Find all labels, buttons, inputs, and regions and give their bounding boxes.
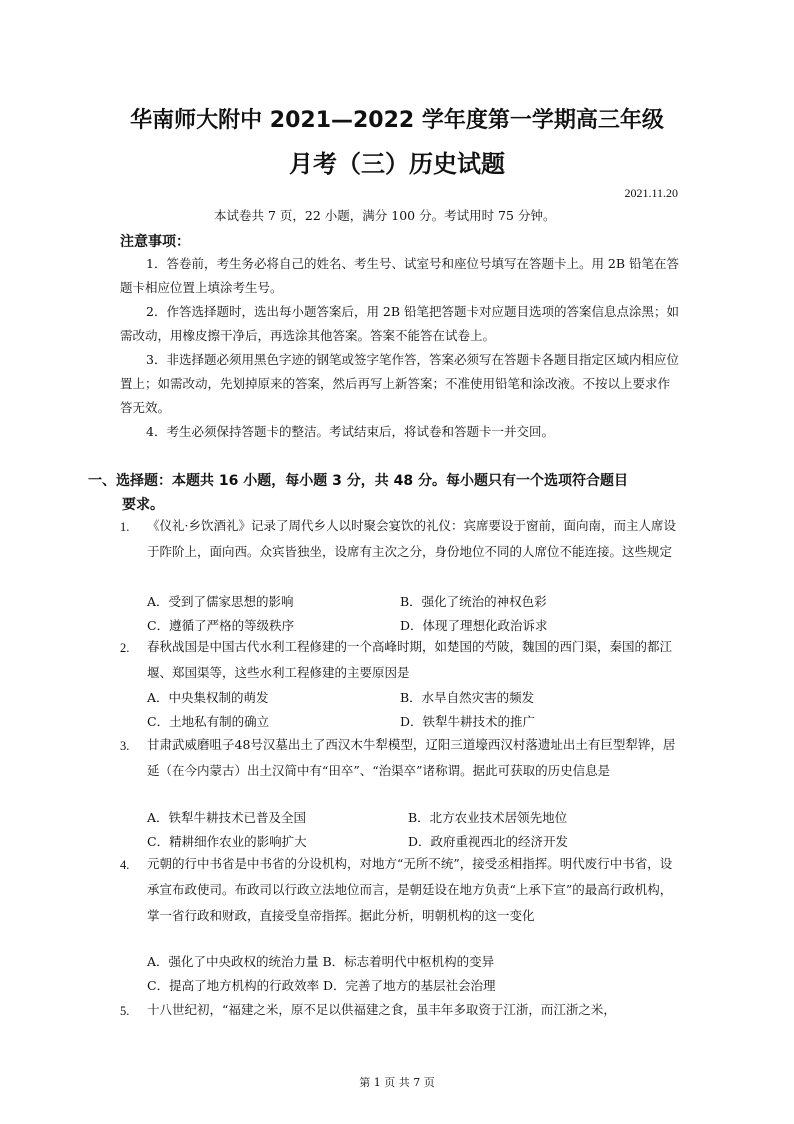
question-text: 十八世纪初，“福建之米，原不足以供福建之食，虽丰年多取资于江浙，而江浙之米， — [147, 1002, 616, 1017]
exam-title-line2: 月考（三）历史试题 — [289, 150, 505, 178]
note-item: 1．答卷前，考生务必将自己的姓名、考生号、试室号和座位号填写在答题卡上。用 2B 铅笔在答题卡相应位置上填涂考生号。 — [120, 256, 680, 295]
option-d: D．铁犁牛耕技术的推广 — [400, 714, 536, 729]
option-c: C．遵循了严格的等级秩序 — [147, 618, 295, 633]
question-number: 4. — [120, 858, 130, 872]
option-a: A．受到了儒家思想的影响 — [147, 594, 294, 609]
question-number: 2. — [120, 641, 130, 655]
note-item: 3．非选择题必须用黑色字迹的钢笔或签字笔作答，答案必须写在答题卡各题目指定区域内相应位置上；如需改动，先划掉原来的答案，然后再写上新答案；不准使用铅笔和涂改液。不按以上要求作答无效。 — [120, 352, 679, 415]
section-heading: 一、选择题：本题共 16 小题，每小题 3 分，共 48 分。每小题只有一个选项符合题目 — [88, 473, 628, 489]
exam-title-line1: 华南师大附中 2021—2022 学年度第一学期高三年级 — [130, 108, 664, 133]
option-cd: C．提高了地方机构的行政效率 D．完善了地方的基层社会治理 — [147, 978, 496, 993]
option-a: A．铁犁牛耕技术已普及全国 — [147, 810, 307, 825]
option-b: B．北方农业技术居领先地位 — [408, 810, 568, 825]
note-item: 4．考生必须保持答题卡的整洁。考试结束后，将试卷和答题卡一并交回。 — [146, 424, 554, 439]
option-a: A．中央集权制的萌发 — [147, 690, 269, 705]
option-c: C．土地私有制的确立 — [147, 714, 270, 729]
note-item: 2．作答选择题时，选出每小题答案后，用 2B 铅笔把答题卡对应题目选项的答案信息点涂黑；如需改动，用橡皮擦干净后，再选涂其他答案。答案不能答在试卷上。 — [120, 304, 680, 343]
question-text: 《仪礼·乡饮酒礼》记录了周代乡人以时聚会宴饮的礼仪：宾席要设于窗前，面向南，而主人席设于阼阶上，面向西。众宾皆独坐，设席有主次之分，身份地位不同的人席位不能连接。这些规定 — [147, 518, 676, 559]
exam-intro: 本试卷共 7 页，22 小题，满分 100 分。考试用时 75 分钟。 — [214, 208, 556, 223]
option-d: D．体现了理想化政治诉求 — [400, 618, 548, 633]
page-footer: 第 1 页 共 7 页 — [359, 1076, 435, 1089]
question-number: 5. — [120, 1004, 130, 1018]
section-heading-cont: 要求。 — [122, 497, 164, 513]
question-text: 元朝的行中书省是中书省的分设机构，对地方“无所不统”，接受丞相指挥。明代废行中书省，设承宣布政使司。布政司以行政立法地位而言，是朝廷设在地方负责“上承下宣”的最高行政机构，掌一省行政和财政，直接受皇帝指挥。据此分析，明朝机构的这一变化 — [147, 856, 673, 923]
option-c: C．精耕细作农业的影响扩大 — [147, 834, 307, 849]
option-ab: A．强化了中央政权的统治力量 B．标志着明代中枢机构的变异 — [147, 954, 495, 969]
question-number: 3. — [120, 739, 130, 753]
option-b: B．水旱自然灾害的频发 — [400, 690, 535, 705]
exam-date: 2021.11.20 — [624, 186, 678, 200]
option-d: D．政府重视西北的经济开发 — [408, 834, 569, 849]
notes-title: 注意事项： — [120, 234, 190, 250]
question-text: 春秋战国是中国古代水利工程修建的一个高峰时期，如楚国的芍陂，魏国的西门渠，秦国的都江堰、郑国渠等，这些水利工程修建的主要原因是 — [147, 639, 673, 680]
option-b: B．强化了统治的神权色彩 — [400, 594, 547, 609]
question-number: 1. — [120, 520, 130, 534]
question-text: 甘肃武威磨咀子48号汉墓出土了西汉木牛犁模型，辽阳三道壕西汉村落遗址出土有巨型犁铧，居延（在今内蒙古）出土汉简中有“田卒”、“治渠卒”诸称谓。据此可获取的历史信息是 — [147, 737, 676, 778]
